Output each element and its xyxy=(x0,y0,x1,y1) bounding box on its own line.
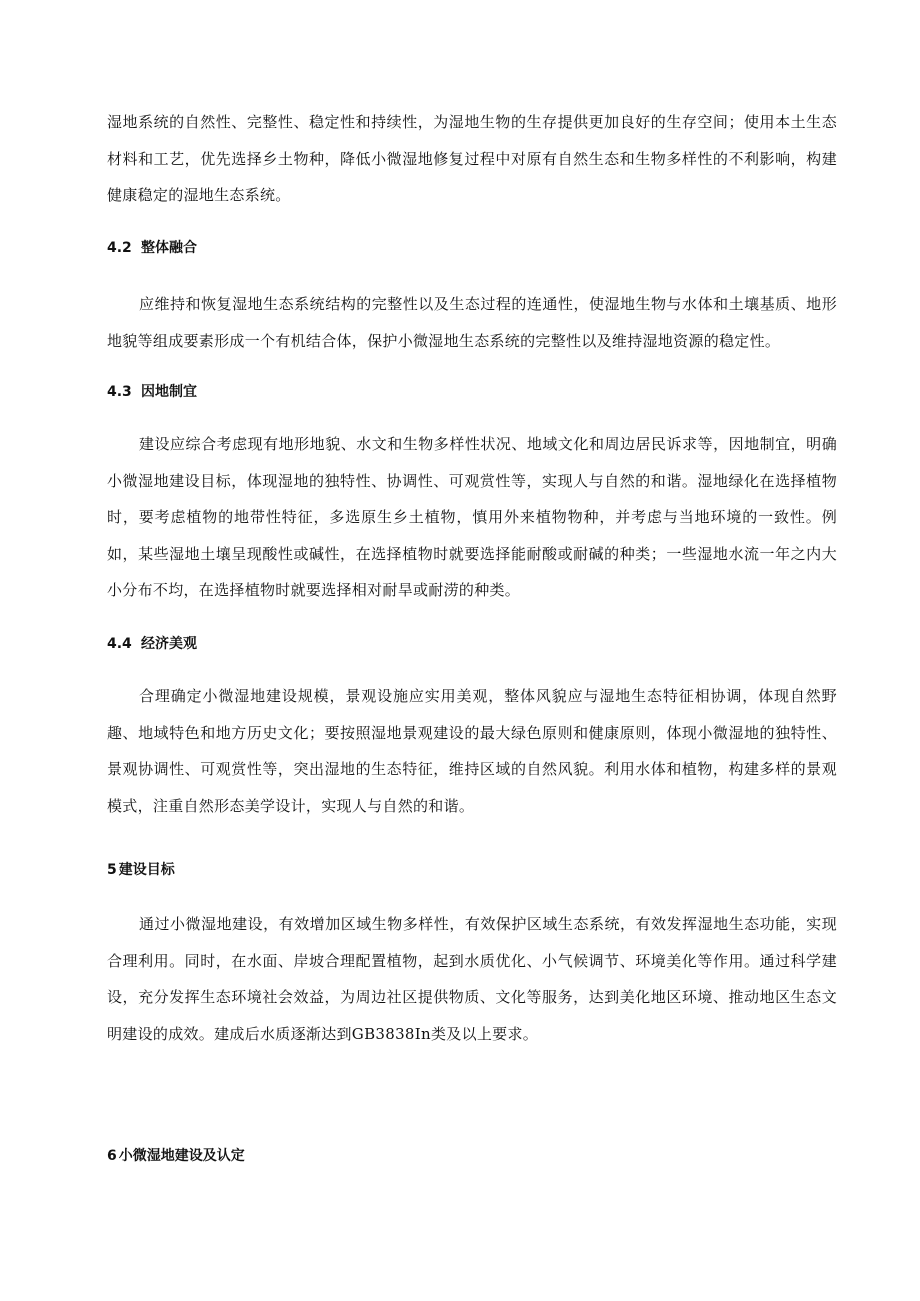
section-title: 整体融合 xyxy=(141,240,197,256)
section-number: 5 xyxy=(107,862,117,878)
section-title: 因地制宜 xyxy=(141,384,197,400)
section-number: 6 xyxy=(107,1148,117,1164)
paragraph-construction-goals: 通过小微湿地建设，有效增加区域生物多样性，有效保护区域生态系统，有效发挥湿地生态功能，实现合理利用。同时，在水面、岸坡合理配置植物，起到水质优化、小气候调节、环境美化等作用。通过科学建设，充分发挥生态环境社会效益，为周边社区提供物质、文化等服务，达到美化地区环境、推动地区生态文明建设的成效。建成后水质逐渐达到GB3838In类及以上要求。 xyxy=(107,915,837,1043)
paragraph-economy-aesthetics: 合理确定小微湿地建设规模，景观设施应实用美观，整体风貌应与湿地生态特征相协调，体现自然野趣、地域特色和地方历史文化；要按照湿地景观建设的最大绿色原则和健康原则，体现小微湿地的独特性、景观协调性、可观赏性等，突出湿地的生态特征，维持区域的自然风貌。利用水体和植物，构建多样的景观模式，注重自然形态美学设计，实现人与自然的和谐。 xyxy=(107,687,837,815)
section-number: 4.3 xyxy=(107,384,132,400)
section-heading-4-4 xyxy=(107,634,197,654)
section-heading-4-3 xyxy=(107,382,197,402)
section-number: 4.2 xyxy=(107,240,132,256)
paragraph-local-conditions: 建设应综合考虑现有地形地貌、水文和生物多样性状况、地域文化和周边居民诉求等，因地制宜，明确小微湿地建设目标，体现湿地的独特性、协调性、可观赏性等，实现人与自然的和谐。湿地绿化在选择植物时，要考虑植物的地带性特征，多选原生乡土植物，慎用外来植物物种，并考虑与当地环境的一致性。例如，某些湿地土壤呈现酸性或碱性，在选择植物时就要选择能耐酸或耐碱的种类；一些湿地水流一年之内大小分布不均，在选择植物时就要选择相对耐旱或耐涝的种类。 xyxy=(107,435,837,599)
paragraph-ecological-principle: 湿地系统的自然性、完整性、稳定性和持续性，为湿地生物的生存提供更加良好的生存空间；使用本土生态材料和工艺，优先选择乡土物种，降低小微湿地修复过程中对原有自然生态和生物多样性的不利影响，构建健康稳定的湿地生态系统。 xyxy=(107,113,837,204)
paragraph-integration: 应维持和恢复湿地生态系统结构的完整性以及生态过程的连通性，使湿地生物与水体和土壤基质、地形地貌等组成要素形成一个有机结合体，保护小微湿地生态系统的完整性以及维持湿地资源的稳定性。 xyxy=(107,295,837,350)
section-title: 小微湿地建设及认定 xyxy=(118,1148,245,1164)
section-title: 经济美观 xyxy=(141,636,197,652)
section-number: 4.4 xyxy=(107,636,132,652)
section-heading-6 xyxy=(107,1146,245,1166)
section-heading-4-2 xyxy=(107,238,197,258)
section-heading-5 xyxy=(107,860,175,880)
section-title: 建设目标 xyxy=(118,862,175,878)
